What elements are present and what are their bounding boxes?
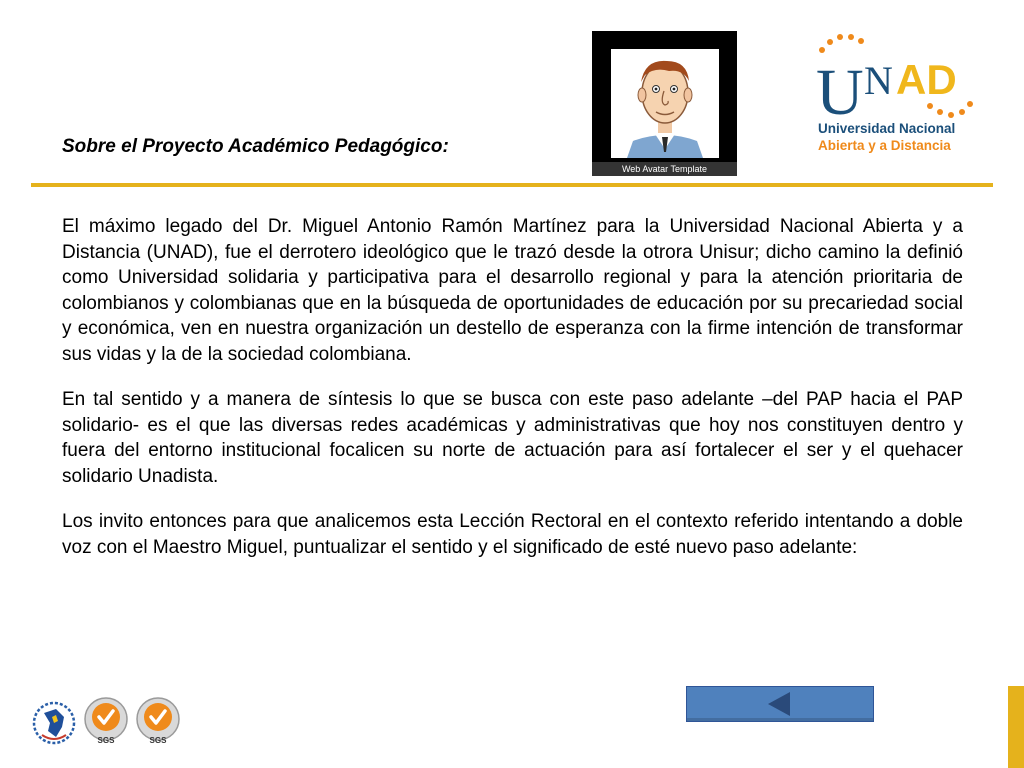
corner-accent-bar [1008, 686, 1024, 768]
paragraph: Los invito entonces para que analicemos esta Lección Rectoral en el contexto referido intentando a doble voz con el Maestro Miguel, puntualizar el sentido y el significado de esté nuevo paso adelante: [62, 511, 963, 558]
avatar-image [592, 31, 737, 176]
unad-wordmark-icon [812, 32, 982, 122]
sgs-certification-icon [134, 695, 182, 747]
paragraph: El máximo legado del Dr. Miguel Antonio Ramón Martínez para la Universidad Nacional Abierta y a Distancia (UNAD), fue el derrotero ideológico que le trazó desde la otrora Unisur; dicho camino la definió como Universidad solidaria y participativa para el desarrollo regional y para la atención prioritaria de colombianos y colombianas que en la búsqueda de oportunidades de educación por su precariedad social y económica, ven en nuestra organización un destello de esperanza con la firme intención de transformar sus vidas y la de la sociedad colombiana. [62, 216, 963, 365]
avatar-cartoon-icon [611, 49, 719, 158]
logo-line-2: Abierta y a Distancia [818, 138, 951, 153]
avatar-caption: Web Avatar Template [592, 162, 737, 176]
colombia-seal-icon [30, 697, 78, 749]
sgs-label: SGS [97, 736, 115, 745]
body-text [62, 214, 963, 580]
logo-letter-u: U [816, 56, 864, 122]
unad-logo [812, 32, 982, 160]
sgs-certification-icon [82, 695, 130, 747]
back-button[interactable] [686, 686, 874, 722]
left-triangle-icon [766, 690, 794, 718]
logo-letters-ad: AD [896, 56, 957, 103]
header-divider [31, 183, 993, 187]
logo-letter-n: N [864, 58, 893, 103]
paragraph: En tal sentido y a manera de síntesis lo que se busca con este paso adelante –del PAP hacia el PAP solidario- es el que las diversas redes académicas y administrativas que hoy nos constituyen dentro y fuera del entorno institucional focalicen su norte de actuación para así fortalecer el ser y el quehacer solidario Unadista. [62, 389, 963, 487]
sgs-label: SGS [149, 736, 167, 745]
page-title: Sobre el Proyecto Académico Pedagógico: [62, 136, 449, 157]
logo-line-1: Universidad Nacional [818, 121, 956, 136]
